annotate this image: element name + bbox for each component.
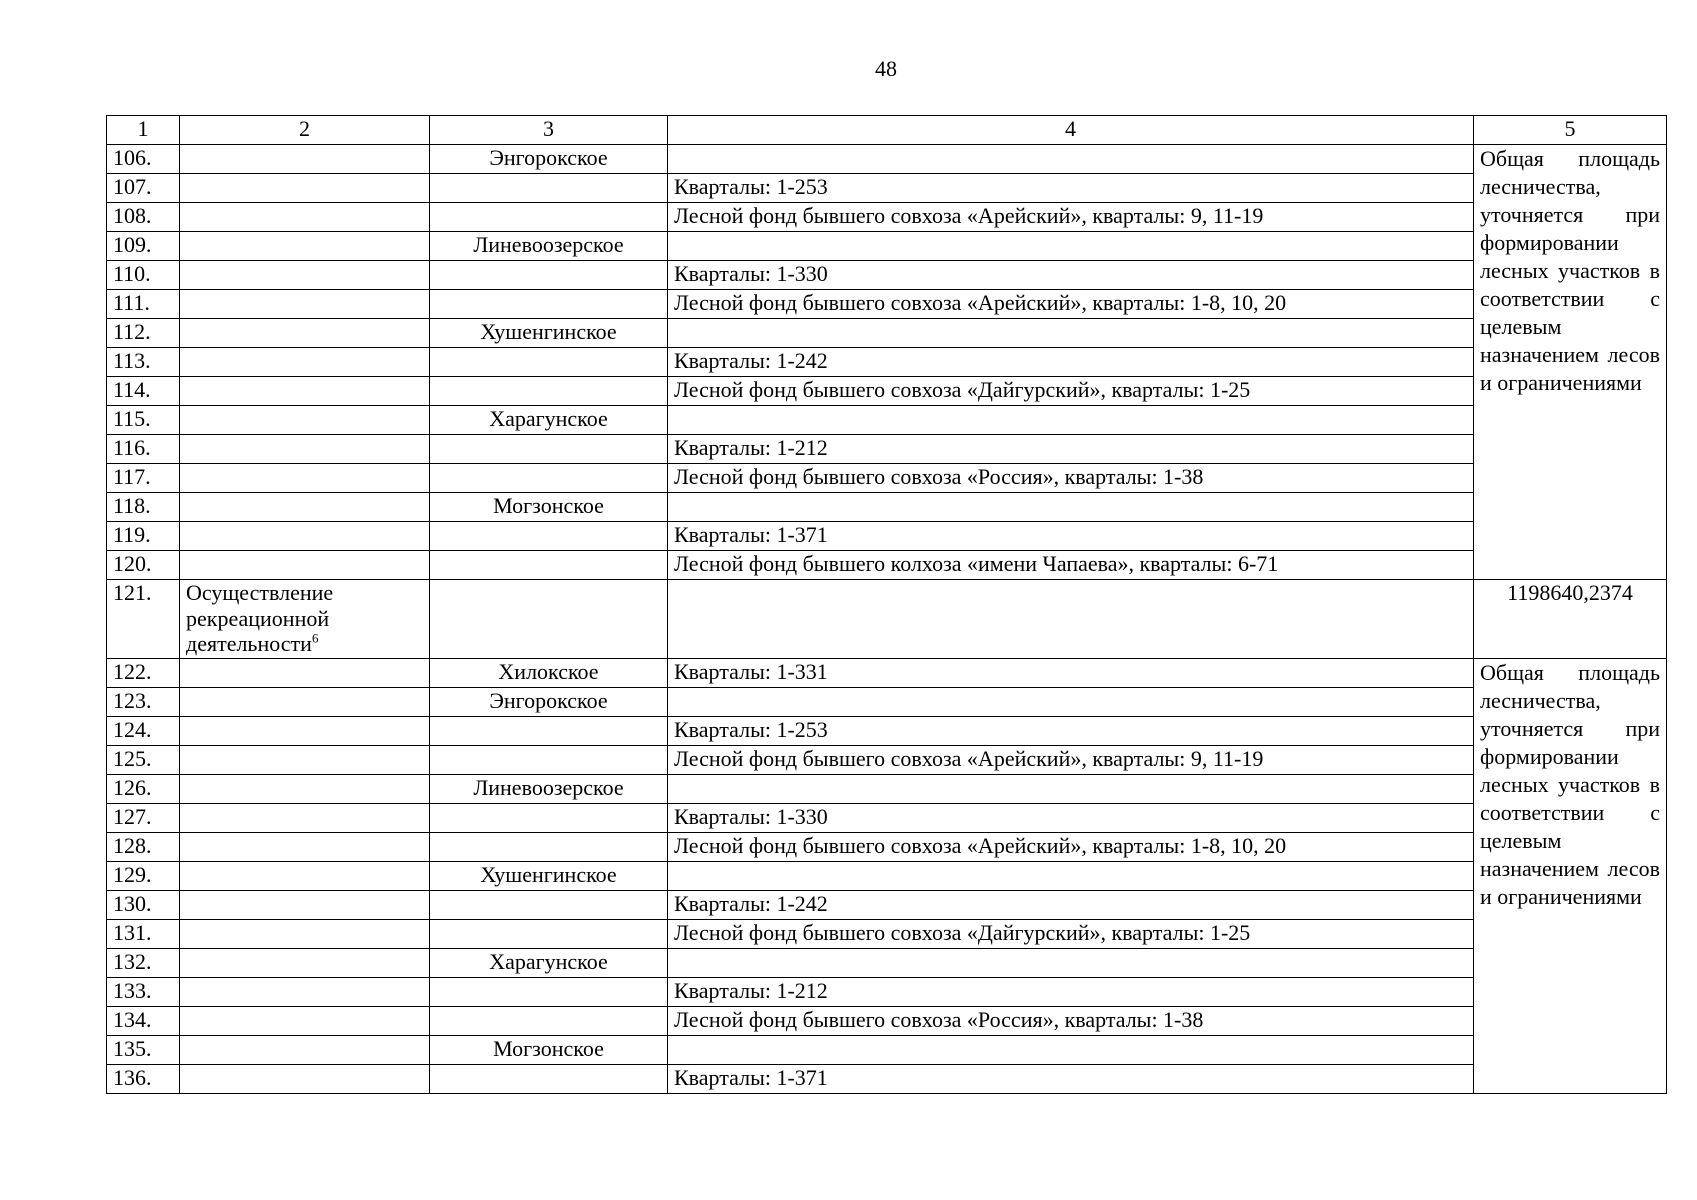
quarters-cell: Лесной фонд бывшего совхоза «Арейский», кварталы: 1-8, 10, 20 <box>668 290 1474 319</box>
quarters-cell <box>668 1036 1474 1065</box>
quarters-cell <box>668 493 1474 522</box>
district-cell <box>430 522 668 551</box>
district-cell <box>430 920 668 949</box>
table-row <box>107 290 1667 319</box>
row-number: 119. <box>107 522 180 551</box>
row-number: 121. <box>107 580 180 659</box>
purpose-cell <box>180 1065 430 1094</box>
quarters-cell <box>668 145 1474 174</box>
row-number: 120. <box>107 551 180 580</box>
district-cell <box>430 348 668 377</box>
area-value-cell: 1198640,2374 <box>1474 580 1667 659</box>
purpose-cell <box>180 203 430 232</box>
table-row <box>107 1036 1667 1065</box>
row-number: 122. <box>107 659 180 688</box>
table-row <box>107 746 1667 775</box>
table-row <box>107 232 1667 261</box>
purpose-cell <box>180 1036 430 1065</box>
district-cell: Могзонское <box>430 1036 668 1065</box>
table-row <box>107 891 1667 920</box>
table-row <box>107 493 1667 522</box>
header-cell-1: 1 <box>107 116 180 145</box>
district-cell <box>430 435 668 464</box>
purpose-cell <box>180 659 430 688</box>
page-number: 48 <box>875 56 897 81</box>
table-row <box>107 580 1667 659</box>
row-number: 128. <box>107 833 180 862</box>
row-number: 116. <box>107 435 180 464</box>
quarters-cell: Кварталы: 1-242 <box>668 348 1474 377</box>
district-cell <box>430 1065 668 1094</box>
table-row <box>107 862 1667 891</box>
purpose-cell <box>180 232 430 261</box>
district-cell: Линевоозерское <box>430 232 668 261</box>
table-row <box>107 688 1667 717</box>
row-number: 118. <box>107 493 180 522</box>
row-number: 135. <box>107 1036 180 1065</box>
quarters-cell: Лесной фонд бывшего совхоза «Арейский», кварталы: 9, 11-19 <box>668 203 1474 232</box>
table-row <box>107 145 1667 174</box>
purpose-cell <box>180 290 430 319</box>
header-row <box>107 116 1667 145</box>
district-cell <box>430 261 668 290</box>
district-cell <box>430 891 668 920</box>
header-cell-5: 5 <box>1474 116 1667 145</box>
table-row <box>107 522 1667 551</box>
row-number: 107. <box>107 174 180 203</box>
row-number: 129. <box>107 862 180 891</box>
table-row <box>107 261 1667 290</box>
district-cell: Линевоозерское <box>430 775 668 804</box>
row-number: 127. <box>107 804 180 833</box>
row-number: 115. <box>107 406 180 435</box>
district-cell <box>430 746 668 775</box>
purpose-cell <box>180 348 430 377</box>
quarters-cell: Лесной фонд бывшего совхоза «Дайгурский», кварталы: 1-25 <box>668 377 1474 406</box>
purpose-cell <box>180 746 430 775</box>
table-row <box>107 1007 1667 1036</box>
table-row <box>107 377 1667 406</box>
purpose-cell <box>180 551 430 580</box>
row-number: 110. <box>107 261 180 290</box>
quarters-cell: Кварталы: 1-212 <box>668 435 1474 464</box>
district-cell: Хушенгинское <box>430 862 668 891</box>
quarters-cell: Кварталы: 1-253 <box>668 174 1474 203</box>
district-cell: Хушенгинское <box>430 319 668 348</box>
header-cell-3: 3 <box>430 116 668 145</box>
quarters-cell <box>668 319 1474 348</box>
row-number: 131. <box>107 920 180 949</box>
quarters-cell: Лесной фонд бывшего совхоза «Россия», кварталы: 1-38 <box>668 1007 1474 1036</box>
row-number: 130. <box>107 891 180 920</box>
purpose-cell <box>180 145 430 174</box>
row-number: 106. <box>107 145 180 174</box>
district-cell <box>430 804 668 833</box>
row-number: 109. <box>107 232 180 261</box>
purpose-cell <box>180 464 430 493</box>
quarters-cell: Кварталы: 1-371 <box>668 522 1474 551</box>
district-cell: Энгорокское <box>430 688 668 717</box>
table-row <box>107 949 1667 978</box>
quarters-cell: Лесной фонд бывшего совхоза «Арейский», кварталы: 1-8, 10, 20 <box>668 833 1474 862</box>
purpose-cell <box>180 522 430 551</box>
purpose-cell <box>180 493 430 522</box>
purpose-cell <box>180 406 430 435</box>
quarters-cell: Лесной фонд бывшего совхоза «Арейский», кварталы: 9, 11-19 <box>668 746 1474 775</box>
table-row <box>107 406 1667 435</box>
district-cell <box>430 551 668 580</box>
district-cell: Могзонское <box>430 493 668 522</box>
table-row <box>107 717 1667 746</box>
district-cell <box>430 833 668 862</box>
row-number: 126. <box>107 775 180 804</box>
quarters-cell <box>668 580 1474 659</box>
quarters-cell: Лесной фонд бывшего совхоза «Россия», кварталы: 1-38 <box>668 464 1474 493</box>
district-cell <box>430 978 668 1007</box>
purpose-cell <box>180 174 430 203</box>
header-cell-4: 4 <box>668 116 1474 145</box>
district-cell <box>430 203 668 232</box>
row-number: 114. <box>107 377 180 406</box>
purpose-cell <box>180 949 430 978</box>
table-row <box>107 1065 1667 1094</box>
purpose-cell <box>180 377 430 406</box>
purpose-cell <box>180 978 430 1007</box>
purpose-cell <box>180 891 430 920</box>
district-cell <box>430 174 668 203</box>
purpose-cell <box>180 833 430 862</box>
purpose-text: Осуществление рекреационной деятельности <box>186 580 334 657</box>
forestry-table <box>106 115 1667 1094</box>
district-cell <box>430 580 668 659</box>
table-row <box>107 920 1667 949</box>
area-note-cell: Общая площадь лесничества, уточняется при формировании лесных участков в соответствии с целевым назначением лесов и ограничениями <box>1474 145 1667 580</box>
quarters-cell <box>668 688 1474 717</box>
row-number: 132. <box>107 949 180 978</box>
purpose-cell <box>180 319 430 348</box>
quarters-cell <box>668 949 1474 978</box>
quarters-cell: Кварталы: 1-331 <box>668 659 1474 688</box>
purpose-cell <box>180 804 430 833</box>
table-row <box>107 775 1667 804</box>
quarters-cell: Кварталы: 1-330 <box>668 261 1474 290</box>
table-row <box>107 464 1667 493</box>
quarters-cell <box>668 406 1474 435</box>
district-cell <box>430 464 668 493</box>
purpose-cell <box>180 580 430 659</box>
table-row <box>107 978 1667 1007</box>
row-number: 134. <box>107 1007 180 1036</box>
table-row <box>107 319 1667 348</box>
quarters-cell <box>668 775 1474 804</box>
district-cell: Харагунское <box>430 949 668 978</box>
row-number: 124. <box>107 717 180 746</box>
table-row <box>107 174 1667 203</box>
district-cell: Энгорокское <box>430 145 668 174</box>
quarters-cell: Кварталы: 1-242 <box>668 891 1474 920</box>
table-row <box>107 348 1667 377</box>
row-number: 113. <box>107 348 180 377</box>
table-row <box>107 435 1667 464</box>
row-number: 136. <box>107 1065 180 1094</box>
purpose-cell <box>180 261 430 290</box>
row-number: 111. <box>107 290 180 319</box>
purpose-cell <box>180 775 430 804</box>
row-number: 108. <box>107 203 180 232</box>
purpose-cell <box>180 862 430 891</box>
row-number: 112. <box>107 319 180 348</box>
quarters-cell <box>668 232 1474 261</box>
quarters-cell: Кварталы: 1-330 <box>668 804 1474 833</box>
purpose-cell <box>180 435 430 464</box>
quarters-cell: Кварталы: 1-253 <box>668 717 1474 746</box>
purpose-cell <box>180 920 430 949</box>
table-row <box>107 833 1667 862</box>
quarters-cell <box>668 862 1474 891</box>
quarters-cell: Лесной фонд бывшего совхоза «Дайгурский», кварталы: 1-25 <box>668 920 1474 949</box>
district-cell: Харагунское <box>430 406 668 435</box>
district-cell <box>430 1007 668 1036</box>
header-cell-2: 2 <box>180 116 430 145</box>
purpose-cell <box>180 717 430 746</box>
row-number: 123. <box>107 688 180 717</box>
district-cell <box>430 290 668 319</box>
table-row <box>107 659 1667 688</box>
row-number: 133. <box>107 978 180 1007</box>
table-row <box>107 551 1667 580</box>
district-cell: Хилокское <box>430 659 668 688</box>
district-cell <box>430 717 668 746</box>
purpose-cell <box>180 688 430 717</box>
area-note-cell: Общая площадь лесничества, уточняется при формировании лесных участков в соответствии с целевым назначением лесов и ограничениями <box>1474 659 1667 1094</box>
purpose-cell <box>180 1007 430 1036</box>
table-row <box>107 804 1667 833</box>
quarters-cell: Кварталы: 1-212 <box>668 978 1474 1007</box>
row-number: 117. <box>107 464 180 493</box>
quarters-cell: Кварталы: 1-371 <box>668 1065 1474 1094</box>
quarters-cell: Лесной фонд бывшего колхоза «имени Чапаева», кварталы: 6-71 <box>668 551 1474 580</box>
table-row <box>107 203 1667 232</box>
row-number: 125. <box>107 746 180 775</box>
district-cell <box>430 377 668 406</box>
footnote-marker: 6 <box>311 630 319 646</box>
